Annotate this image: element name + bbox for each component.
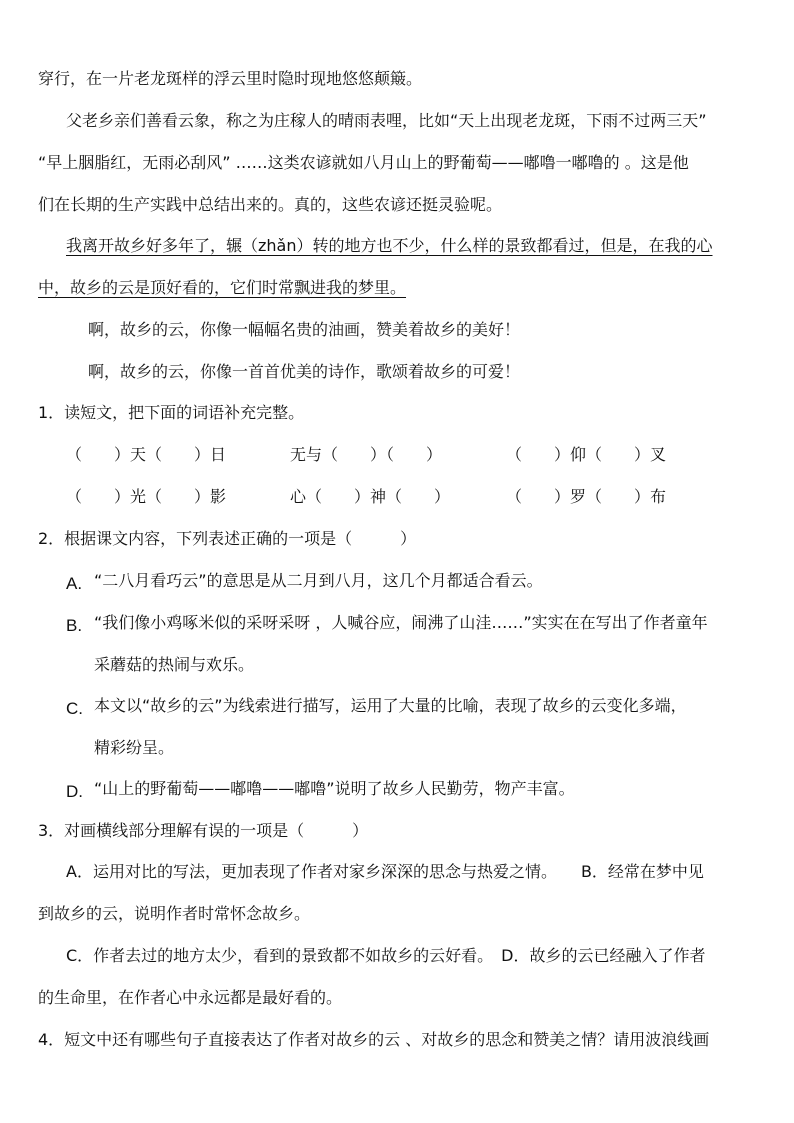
fill-blank-item: 心（ ）神（ ） xyxy=(290,487,451,506)
option-letter: C. xyxy=(66,699,83,718)
question-stem: 1．读短文，把下面的词语补充完整。 xyxy=(38,403,305,422)
underlined-passage-line: 我离开故乡好多年了，辗（zhǎn）转的地方也不少，什么样的景致都看过，但是，在我的心 xyxy=(66,236,713,255)
option-text: 精彩纷呈。 xyxy=(94,738,175,757)
option-line: A．运用对比的写法，更加表现了作者对家乡深深的思念与热爱之情。 B．经常在梦中见 xyxy=(66,862,704,881)
option-line: 的生命里，在作者心中永远都是最好看的。 xyxy=(38,988,343,1007)
option-letter: B. xyxy=(66,616,83,635)
option-line: C．作者去过的地方太少，看到的景致都不如故乡的云好看。 D．故乡的云已经融入了作者 xyxy=(66,946,706,965)
option-text: “二八月看巧云”的意思是从二月到八月，这几个月都适合看云。 xyxy=(94,571,543,590)
option-line: 到故乡的云，说明作者时常怀念故乡。 xyxy=(38,904,311,923)
option-text: “山上的野葡萄——嘟噜——嘟噜”说明了故乡人民勤劳，物产丰富。 xyxy=(94,779,575,798)
underlined-passage-line: 中，故乡的云是顶好看的，它们时常飘进我的梦里。 xyxy=(38,278,407,297)
fill-blank-item: （ ）罗（ ）布 xyxy=(506,487,667,506)
fill-blank-item: （ ）光（ ）影 xyxy=(66,487,227,506)
question-stem: 2．根据课文内容，下列表述正确的一项是（ ） xyxy=(38,529,417,548)
fill-blank-item: 无与（ ）（ ） xyxy=(290,445,443,464)
question-stem: 3．对画横线部分理解有误的一项是（ ） xyxy=(38,821,369,840)
option-letter: A. xyxy=(66,574,83,593)
passage-line: 们在长期的生产实践中总结出来的。真的，这些农谚还挺灵验呢。 xyxy=(38,195,503,214)
option-text: 采蘑菇的热闹与欢乐。 xyxy=(94,655,255,674)
passage-line: “早上胭脂红，无雨必刮风” ……这类农谚就如八月山上的野葡萄——嘟噜一嘟噜的 。这是他 xyxy=(38,153,689,172)
passage-line: 穿行，在一片老龙斑样的浮云里时隐时现地悠悠颠簸。 xyxy=(38,69,423,88)
poem-line: 啊，故乡的云，你像一首首优美的诗作，歌颂着故乡的可爱！ xyxy=(88,362,521,381)
option-text: “我们像小鸡啄米似的采呀采呀 ，人喊谷应，闹沸了山洼……”实实在在写出了作者童年 xyxy=(94,613,708,632)
fill-blank-item: （ ）仰（ ）叉 xyxy=(506,445,667,464)
option-text: 本文以“故乡的云”为线索进行描写，运用了大量的比喻，表现了故乡的云变化多端， xyxy=(94,696,687,715)
passage-line: 父老乡亲们善看云象，称之为庄稼人的晴雨表哩，比如“天上出现老龙斑，下雨不过两三天” xyxy=(66,111,707,130)
question-stem: 4．短文中还有哪些句子直接表达了作者对故乡的云 、对故乡的思念和赞美之情？请用波浪线画 xyxy=(38,1030,710,1049)
poem-line: 啊，故乡的云，你像一幅幅名贵的油画，赞美着故乡的美好！ xyxy=(88,320,521,339)
option-letter: D. xyxy=(66,782,83,801)
fill-blank-item: （ ）天（ ）日 xyxy=(66,445,227,464)
